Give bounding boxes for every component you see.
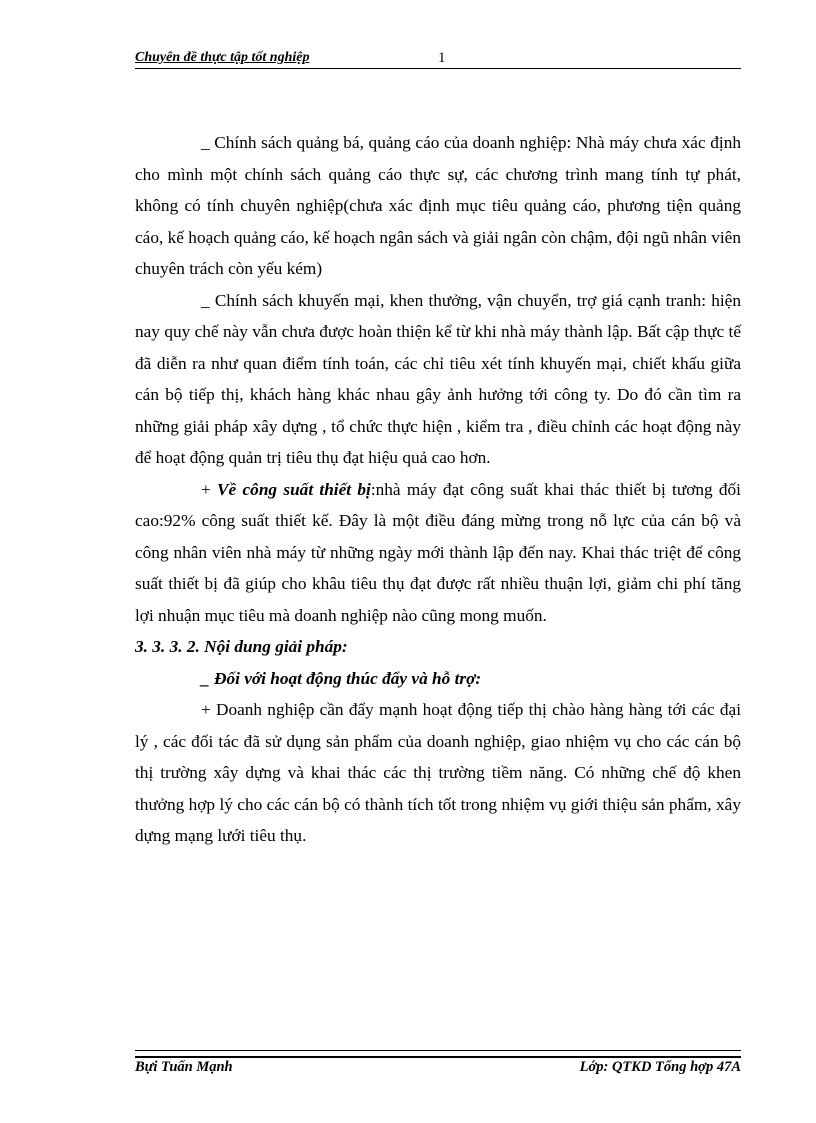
- section-heading: 3. 3. 3. 2. Nội dung giải pháp:: [135, 637, 348, 656]
- footer-class: Lớp: QTKD Tổng hợp 47A: [579, 1059, 741, 1075]
- paragraph-prefix: +: [201, 479, 218, 499]
- footer-author: Bựi Tuấn Mạnh: [135, 1059, 233, 1075]
- document-body: [135, 127, 741, 852]
- paragraph-promotion-policy: _ Chính sách khuyến mại, khen thưởng, vận chuyển, trợ giá cạnh tranh: hiện nay quy chế này vẫn chưa được hoàn thiện kể từ khi nhà máy thành lập. Bất cập thực tế đã diễn ra như quan điểm tính toán, các chỉ tiêu xét tính khuyến mại, chiết khấu giữa cán bộ tiếp thị, khách hàng khác nhau gây ảnh hưởng tới công ty. Do đó cần tìm ra những giải pháp xây dựng , tổ chức thực hiện , kiểm tra , điều chỉnh các hoạt động này để hoạt động quản trị tiêu thụ đạt hiệu quả cao hơn.: [135, 290, 741, 467]
- page-header: [135, 50, 741, 69]
- page-footer: [135, 1059, 741, 1079]
- paragraph-marketing-activities: + Doanh nghiệp cần đẩy mạnh hoạt động tiếp thị chào hàng hàng tới các đại lý , các đối tác đã sử dụng sản phẩm của doanh nghiệp, giao nhiệm vụ cho các cán bộ thị trường xây dựng và khai thác các thị trường tiềm năng. Có những chế độ khen thưởng hợp lý cho các cán bộ có thành tích tốt trong nhiệm vụ giới thiệu sản phẩm, xây dựng mạng lưới tiêu thụ.: [135, 700, 741, 845]
- footer-divider: [135, 1050, 741, 1058]
- header-title: Chuyên đề thực tập tốt nghiệp: [135, 50, 310, 65]
- page-number: 1: [438, 50, 446, 66]
- sub-heading: _ Đối với hoạt động thúc đẩy và hỗ trợ:: [201, 668, 482, 688]
- equipment-capacity-label: Về công suất thiết bị: [217, 479, 371, 499]
- equipment-capacity-text: :nhà máy đạt công suất khai thác thiết bị tương đối cao:92% công suất thiết kế. Đây là một điều đáng mừng trong nỗ lực của cán bộ và công nhân viên nhà máy từ những ngày mới thành lập đến nay. Khai thác triệt để công suất thiết bị đã giúp cho khâu tiêu thụ đạt được rất nhiều thuận lợi, giảm chi phí tăng lợi nhuận mục tiêu mà doanh nghiệp nào cũng mong muốn.: [135, 479, 741, 625]
- paragraph-advertising-policy: _ Chính sách quảng bá, quảng cáo của doanh nghiệp: Nhà máy chưa xác định cho mình một chính sách quảng cáo thực sự, các chương trình mang tính tự phát, không có tính chuyên nghiệp(chưa xác định mục tiêu quảng cáo, phương tiện quảng cáo, kế hoạch quảng cáo, kế hoạch ngân sách và giải ngân còn chậm, đội ngũ nhân viên chuyên trách còn yếu kém): [135, 133, 741, 278]
- paragraph-equipment-capacity: [135, 474, 741, 632]
